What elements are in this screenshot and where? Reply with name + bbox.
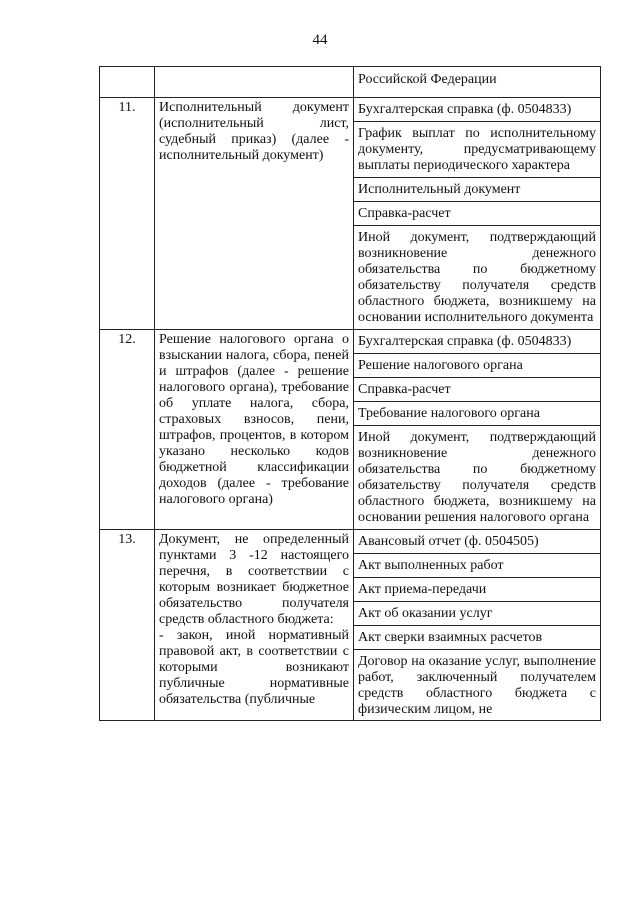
document-item: Договор на оказание услуг, выполнение работ, заключенный получателем средств областного бюджета с физическим лицом, не bbox=[358, 654, 596, 717]
document-item: Справка-расчет bbox=[354, 202, 600, 226]
row-number: 12. bbox=[100, 330, 155, 530]
row-number: 13. bbox=[100, 530, 155, 721]
row-number-cell bbox=[100, 67, 155, 98]
document-item: Иной документ, подтверждающий возникновение денежного обязательства по бюджетному обязательству получателя средств областного бюджета, возникшему на основании решения налогового органа bbox=[358, 430, 596, 525]
table-row-13 bbox=[100, 530, 601, 721]
row-description-cell bbox=[155, 67, 354, 98]
table-row-continuation bbox=[100, 67, 601, 98]
table-row-11 bbox=[100, 98, 601, 330]
row-documents bbox=[354, 98, 601, 330]
row-documents-cell bbox=[354, 67, 601, 98]
document-item: Справка-расчет bbox=[354, 378, 600, 402]
document-item: Авансовый отчет (ф. 0504505) bbox=[354, 530, 600, 554]
documents-table bbox=[99, 66, 601, 721]
document-item: Бухгалтерская справка (ф. 0504833) bbox=[354, 98, 600, 122]
document-item: Акт приема-передачи bbox=[354, 578, 600, 602]
document-item: Бухгалтерская справка (ф. 0504833) bbox=[354, 330, 600, 354]
document-item: Акт сверки взаимных расчетов bbox=[354, 626, 600, 650]
row-description: Решение налогового органа о взыскании налога, сбора, пеней и штрафов (далее - решение налогового органа), требование об уплате налога, сбора, страховых взносов, пени, штрафов, процентов, в котором указано несколько кодов бюджетной классификации доходов (далее - требование налогового органа) bbox=[155, 330, 354, 530]
row-documents bbox=[354, 530, 601, 721]
document-item: Акт об оказании услуг bbox=[354, 602, 600, 626]
document-item: Исполнительный документ bbox=[354, 178, 600, 202]
row-number: 11. bbox=[100, 98, 155, 330]
document-item: График выплат по исполнительному документу, предусматривающему выплаты периодического характера bbox=[354, 122, 600, 178]
row-description: Исполнительный документ (исполнительный лист, судебный приказ) (далее - исполнительный документ) bbox=[155, 98, 354, 330]
document-item: Решение налогового органа bbox=[354, 354, 600, 378]
document-item: Российской Федерации bbox=[358, 72, 497, 87]
document-item: Требование налогового органа bbox=[354, 402, 600, 426]
document-item: Иной документ, подтверждающий возникновение денежного обязательства по бюджетному обязательству получателя средств областного бюджета, возникшему на основании исполнительного документа bbox=[358, 230, 596, 325]
document-item: Акт выполненных работ bbox=[354, 554, 600, 578]
row-documents bbox=[354, 330, 601, 530]
table-row-12 bbox=[100, 330, 601, 530]
page-number: 44 bbox=[312, 32, 328, 48]
row-description: Документ, не определенный пунктами 3 -12 настоящего перечня, в соответствии с которым возникает бюджетное обязательство получателя средств областного бюджета: - закон, иной нормативный правовой акт, в соответствии с которыми возникают публичные нормативные обязательства (публичные bbox=[155, 530, 354, 721]
